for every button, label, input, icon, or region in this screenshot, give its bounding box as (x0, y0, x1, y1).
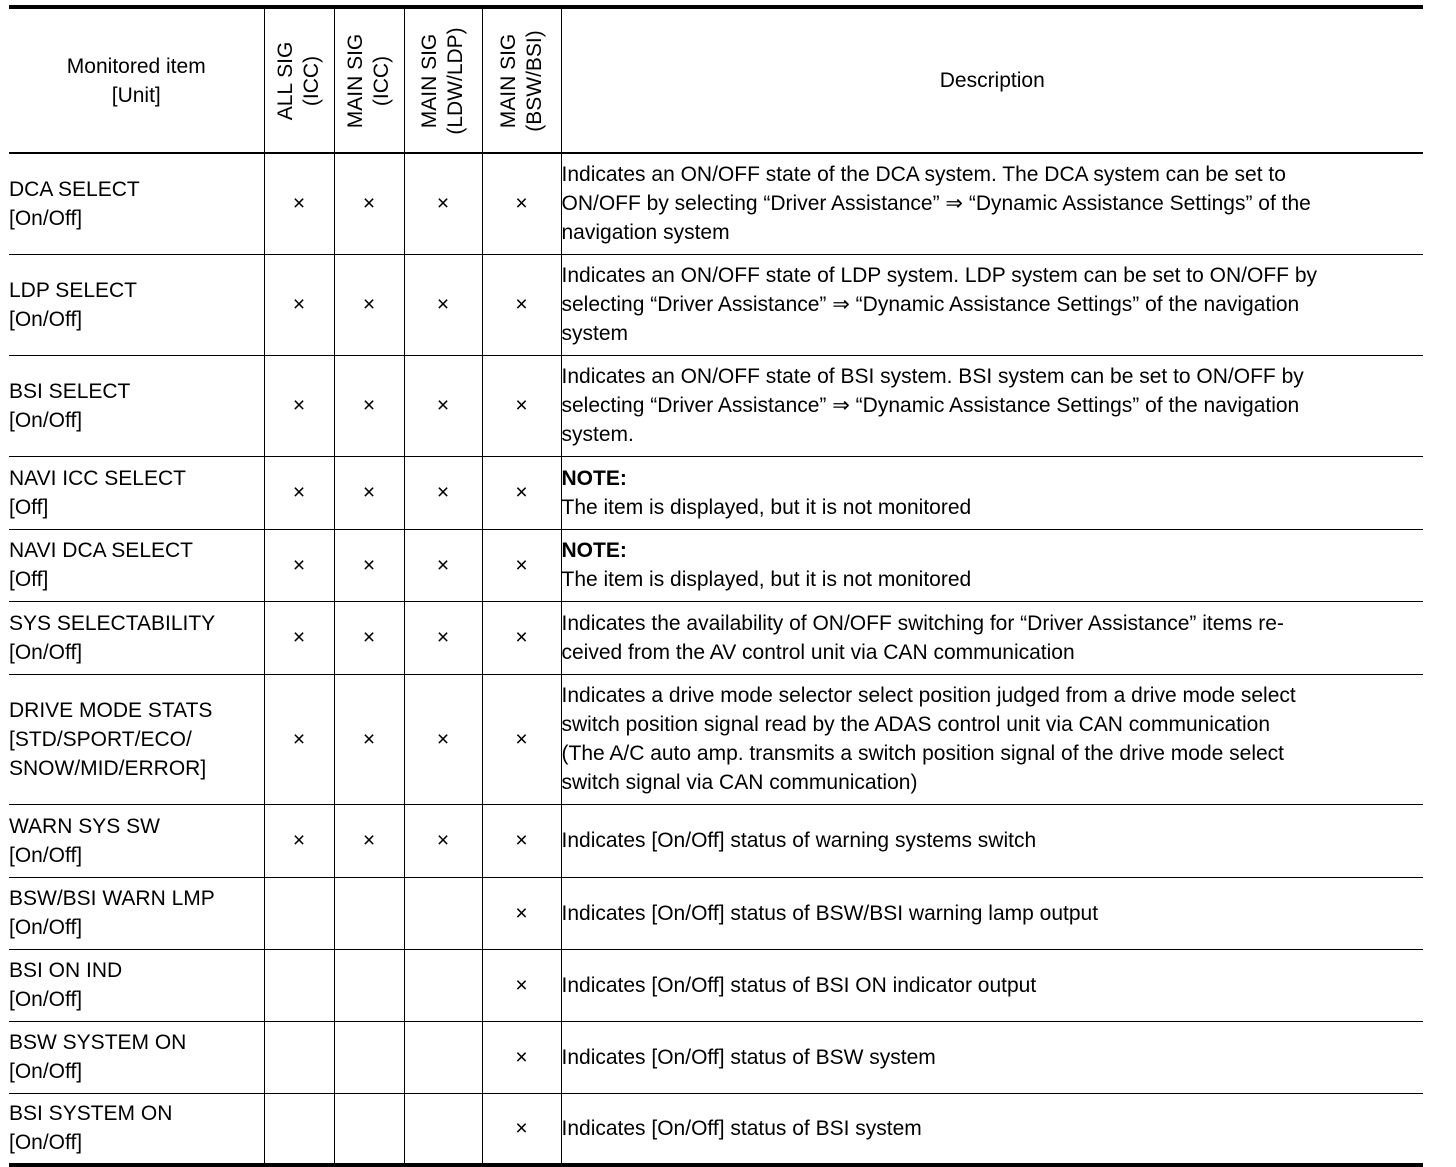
mark-main-sig-bsw-bsi: × (482, 804, 561, 877)
mark-all-sig-icc: × (264, 456, 334, 529)
description-line: (The A/C auto amp. transmits a switch position signal of the drive mode select (561, 742, 1285, 765)
description-line: Indicates the availability of ON/OFF switching for “Driver Assistance” items re- (561, 611, 1284, 635)
item-unit: [On/Off] (9, 1131, 83, 1155)
header-monitored-item (9, 7, 264, 153)
item-name: DRIVE MODE STATS (9, 698, 213, 722)
mark-main-sig-ldw-ldp: × (404, 601, 482, 674)
table-body (9, 153, 1423, 1165)
header-all-sig-icc (264, 7, 334, 153)
item-unit-continued: SNOW/MID/ERROR] (9, 756, 207, 780)
item-name: LDP SELECT (9, 278, 137, 302)
description-line: system. (561, 423, 634, 446)
mark-all-sig-icc: × (264, 529, 334, 601)
mark-main-sig-icc: × (334, 153, 404, 254)
table-row (9, 1093, 1423, 1165)
header-main-sig-ldw-ldp (404, 7, 482, 153)
mark-main-sig-ldw-ldp: × (404, 804, 482, 877)
table-row (9, 456, 1423, 529)
description-cell (561, 1093, 1423, 1165)
mark-main-sig-icc (334, 949, 404, 1021)
mark-main-sig-icc: × (334, 804, 404, 877)
mark-main-sig-ldw-ldp: × (404, 529, 482, 601)
note-title: NOTE: (561, 539, 627, 562)
description-cell (561, 153, 1423, 254)
mark-main-sig-bsw-bsi: × (482, 254, 561, 355)
mark-main-sig-bsw-bsi: × (482, 674, 561, 804)
header-main-sig-bsw-bsi (482, 7, 561, 153)
description-line: Indicates an ON/OFF state of BSI system. BSI system can be set to ON/OFF by (561, 365, 1304, 388)
item-name: WARN SYS SW (9, 814, 160, 838)
description-line: navigation system (561, 221, 730, 245)
description-line: switch signal via CAN communication) (561, 771, 918, 794)
mark-all-sig-icc (264, 1093, 334, 1165)
table-row (9, 601, 1423, 674)
mark-main-sig-ldw-ldp: × (404, 674, 482, 804)
mark-main-sig-icc: × (334, 456, 404, 529)
mark-main-sig-ldw-ldp: × (404, 456, 482, 529)
mark-main-sig-bsw-bsi: × (482, 355, 561, 456)
description-line: system (561, 322, 629, 345)
description-line: selecting “Driver Assistance” ⇒ “Dynamic Assistance Settings” of the navigation (561, 293, 1300, 316)
mark-main-sig-ldw-ldp: × (404, 254, 482, 355)
mark-main-sig-bsw-bsi: × (482, 949, 561, 1021)
monitor-item-table (9, 5, 1423, 1167)
mark-main-sig-icc (334, 877, 404, 949)
monitored-item-cell (9, 529, 264, 601)
description-line: Indicates [On/Off] status of BSW/BSI warning lamp output (561, 901, 1099, 925)
item-unit: [On/Off] (9, 1060, 83, 1083)
mark-main-sig-ldw-ldp (404, 949, 482, 1021)
table-row (9, 355, 1423, 456)
header-item-label: Monitored item (66, 54, 206, 78)
item-unit: [On/Off] (9, 988, 83, 1011)
monitored-item-cell (9, 456, 264, 529)
mark-main-sig-icc: × (334, 674, 404, 804)
item-name: BSW/BSI WARN LMP (9, 887, 215, 910)
description-cell (561, 529, 1423, 601)
description-cell (561, 355, 1423, 456)
note-title: NOTE: (561, 466, 627, 490)
table-row (9, 153, 1423, 254)
description-line: selecting “Driver Assistance” ⇒ “Dynamic Assistance Settings” of the navigation (561, 394, 1300, 417)
mark-main-sig-icc: × (334, 529, 404, 601)
header-unit-label: [Unit] (111, 83, 161, 107)
header-sig1-line1: ALL SIG (274, 41, 297, 120)
mark-main-sig-ldw-ldp (404, 1093, 482, 1165)
header-sig3-line1: MAIN SIG (418, 33, 441, 128)
monitored-item-cell (9, 355, 264, 456)
description-line: Indicates [On/Off] status of BSI system (561, 1116, 922, 1140)
table-row (9, 529, 1423, 601)
description-line: Indicates an ON/OFF state of LDP system. LDP system can be set to ON/OFF by (561, 264, 1317, 287)
mark-main-sig-ldw-ldp (404, 1021, 482, 1093)
mark-all-sig-icc (264, 949, 334, 1021)
monitored-item-cell (9, 1093, 264, 1165)
header-sig2-line1: MAIN SIG (344, 33, 367, 128)
item-name: NAVI DCA SELECT (9, 539, 193, 562)
item-name: SYS SELECTABILITY (9, 611, 216, 635)
description-line: ON/OFF by selecting “Driver Assistance” ⇒ “Dynamic Assistance Settings” of the (561, 192, 1311, 216)
item-unit: [On/Off] (9, 916, 83, 939)
mark-all-sig-icc: × (264, 153, 334, 254)
monitored-item-cell (9, 877, 264, 949)
monitored-item-cell (9, 949, 264, 1021)
mark-all-sig-icc (264, 1021, 334, 1093)
mark-all-sig-icc: × (264, 804, 334, 877)
item-unit: [On/Off] (9, 843, 83, 867)
mark-main-sig-bsw-bsi: × (482, 153, 561, 254)
mark-main-sig-icc: × (334, 601, 404, 674)
item-name: DCA SELECT (9, 177, 140, 201)
description-line: Indicates [On/Off] status of BSI ON indicator output (561, 973, 1037, 997)
mark-main-sig-icc (334, 1021, 404, 1093)
mark-all-sig-icc: × (264, 601, 334, 674)
description-line: ceived from the AV control unit via CAN communication (561, 640, 1075, 664)
mark-main-sig-bsw-bsi: × (482, 877, 561, 949)
table-header-row (9, 7, 1423, 153)
description-cell (561, 456, 1423, 529)
item-unit: [Off] (9, 495, 49, 519)
mark-all-sig-icc: × (264, 674, 334, 804)
description-line: switch position signal read by the ADAS control unit via CAN communication (561, 713, 1271, 736)
description-line: Indicates an ON/OFF state of the DCA system. The DCA system can be set to (561, 163, 1286, 187)
item-name: BSI SELECT (9, 379, 131, 403)
note-text: The item is displayed, but it is not monitored (561, 568, 972, 591)
table-row (9, 674, 1423, 804)
monitored-item-cell (9, 601, 264, 674)
mark-main-sig-icc (334, 1093, 404, 1165)
description-line: Indicates a drive mode selector select position judged from a drive mode select (561, 684, 1296, 707)
table-row (9, 254, 1423, 355)
description-cell (561, 601, 1423, 674)
header-sig3-line2: (LDW/LDP) (444, 26, 467, 135)
item-unit: [On/Off] (9, 206, 83, 230)
table-row (9, 804, 1423, 877)
table-row (9, 1021, 1423, 1093)
mark-main-sig-ldw-ldp: × (404, 355, 482, 456)
description-cell (561, 949, 1423, 1021)
monitored-item-cell (9, 1021, 264, 1093)
description-cell (561, 674, 1423, 804)
header-description: Description (561, 7, 1423, 153)
item-unit: [On/Off] (9, 307, 83, 331)
description-cell (561, 804, 1423, 877)
item-name: BSI ON IND (9, 959, 123, 982)
mark-main-sig-ldw-ldp: × (404, 153, 482, 254)
note-text: The item is displayed, but it is not monitored (561, 495, 972, 519)
header-sig1-line2: (ICC) (300, 55, 323, 106)
table-row (9, 877, 1423, 949)
monitored-item-cell (9, 674, 264, 804)
description-line: Indicates [On/Off] status of warning systems switch (561, 829, 1037, 852)
mark-all-sig-icc: × (264, 254, 334, 355)
description-cell (561, 877, 1423, 949)
table-row (9, 949, 1423, 1021)
header-sig4-line2: (BSW/BSI) (522, 29, 546, 132)
header-sig4-line1: MAIN SIG (496, 33, 520, 128)
monitored-item-cell (9, 254, 264, 355)
monitored-item-cell (9, 804, 264, 877)
description-line: Indicates [On/Off] status of BSW system (561, 1045, 936, 1069)
header-main-sig-icc (334, 7, 404, 153)
description-cell (561, 254, 1423, 355)
mark-all-sig-icc (264, 877, 334, 949)
item-name: BSW SYSTEM ON (9, 1031, 187, 1054)
mark-main-sig-ldw-ldp (404, 877, 482, 949)
monitored-item-cell (9, 153, 264, 254)
item-name: BSI SYSTEM ON (9, 1102, 173, 1126)
item-unit: [STD/SPORT/ECO/ (9, 727, 192, 751)
mark-main-sig-bsw-bsi: × (482, 529, 561, 601)
mark-main-sig-bsw-bsi: × (482, 1021, 561, 1093)
mark-main-sig-bsw-bsi: × (482, 456, 561, 529)
item-name: NAVI ICC SELECT (9, 466, 186, 490)
item-unit: [On/Off] (9, 408, 83, 432)
mark-all-sig-icc: × (264, 355, 334, 456)
mark-main-sig-bsw-bsi: × (482, 601, 561, 674)
mark-main-sig-icc: × (334, 355, 404, 456)
item-unit: [Off] (9, 568, 49, 591)
item-unit: [On/Off] (9, 640, 83, 664)
description-cell (561, 1021, 1423, 1093)
mark-main-sig-bsw-bsi: × (482, 1093, 561, 1165)
mark-main-sig-icc: × (334, 254, 404, 355)
header-sig2-line2: (ICC) (370, 55, 393, 106)
